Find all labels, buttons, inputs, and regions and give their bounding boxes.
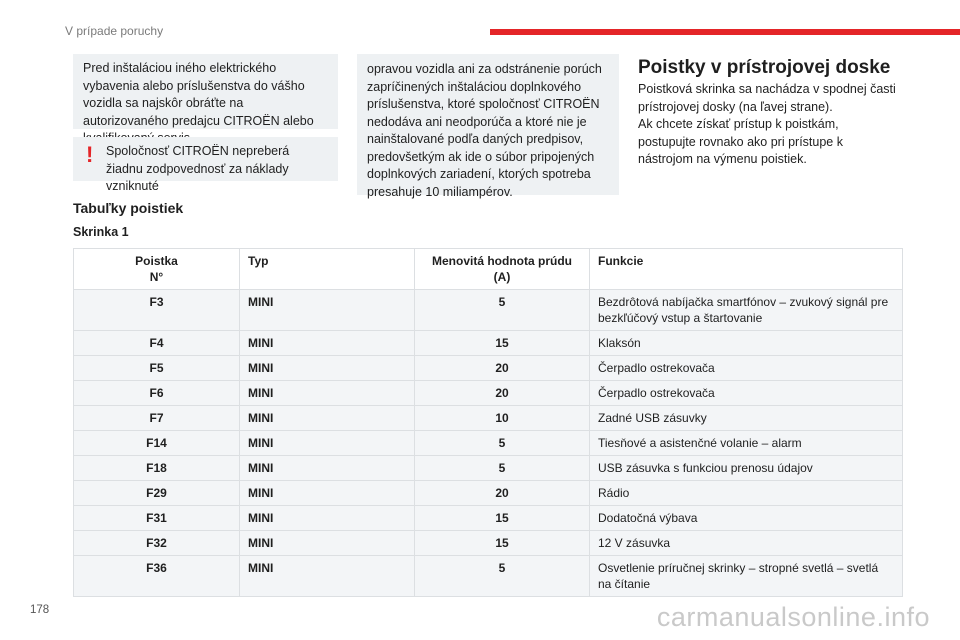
fuse-function: Tiesňové a asistenčné volanie – alarm [590,431,903,456]
fuse-number: F4 [74,331,240,356]
col-header-type: Typ [240,249,415,290]
col-header-rating: Menovitá hodnota prúdu (A) [415,249,590,290]
running-header: V prípade poruchy [65,24,164,38]
section-paragraph: Poistková skrinka sa nachádza v spodnej časti prístrojovej dosky (na ľavej strane). Ak chcete získať prístup k poistkám, postupujte rovnako ako pri prístupe k nástrojom na výmenu poistiek. [638,82,896,166]
fuse-rating: 15 [415,531,590,556]
fuse-rating: 20 [415,381,590,406]
fuse-type: MINI [240,290,415,331]
fuse-rating: 15 [415,506,590,531]
table-row [74,556,903,597]
table-row [74,506,903,531]
table-row [74,431,903,456]
table-row [74,331,903,356]
fuse-function: Zadné USB zásuvky [590,406,903,431]
fuse-type: MINI [240,556,415,597]
fuse-number: F6 [74,381,240,406]
col-header-fuse: Poistka N° [74,249,240,290]
fuse-type: MINI [240,331,415,356]
fuse-rating: 10 [415,406,590,431]
fuse-number: F29 [74,481,240,506]
section-title: Poistky v prístrojovej doske [638,57,891,78]
fuse-type: MINI [240,356,415,381]
table-row [74,481,903,506]
fuse-rating: 15 [415,331,590,356]
fuse-function: Rádio [590,481,903,506]
warning-box-continued [357,54,619,199]
warning-text-continued: opravou vozidla ani za odstránenie porúch zapríčinených inštaláciou doplnkového príslušenstva, ktoré spoločnosť CITROËN nedodáva ani neodporúča a ktoré nie je nainštalované podľa daných predpisov, predovšetkým ak ide o súbor pripojených doplnkových zariadení, ktorých spotreba presahuje 10 miliampérov. [367,62,602,199]
warning-icon: ! [86,142,94,167]
fuse-type: MINI [240,531,415,556]
table-row [74,531,903,556]
fuse-type: MINI [240,431,415,456]
fuse-table [73,248,903,597]
fuse-function: Dodatočná výbava [590,506,903,531]
fuse-function: Klaksón [590,331,903,356]
fuse-rating: 20 [415,356,590,381]
fuse-number: F32 [74,531,240,556]
warning-text: Spoločnosť CITROËN nepreberá žiadnu zodpovednosť za náklady vzniknuté [106,144,290,193]
fuse-number: F7 [74,406,240,431]
fuse-number: F14 [74,431,240,456]
note-text: Pred inštaláciou iného elektrického vybavenia alebo príslušenstva do vášho vozidla sa najskôr obráťte na autorizovaného predajcu CITROËN alebo [83,61,314,128]
watermark: carmanualsonline.info [656,602,930,632]
fuse-function: USB zásuvka s funkciou prenosu údajov [590,456,903,481]
fuse-rating: 5 [415,431,590,456]
fuse-type: MINI [240,406,415,431]
fuse-rating: 5 [415,456,590,481]
fuse-number: F31 [74,506,240,531]
note-box-info [73,54,338,129]
fuse-number: F5 [74,356,240,381]
fuse-type: MINI [240,506,415,531]
fuse-function: Bezdrôtová nabíjačka smartfónov – zvukový signál pre bezkľúčový vstup a štartovanie [590,290,903,331]
fuse-rating: 5 [415,290,590,331]
fuse-function: Čerpadlo ostrekovača [590,356,903,381]
fuse-number: F36 [74,556,240,597]
fuse-function: Čerpadlo ostrekovača [590,381,903,406]
header-accent-bar [490,29,960,35]
warning-box [73,137,338,193]
table-row [74,381,903,406]
page-number: 178 [30,604,50,616]
table-row [74,456,903,481]
table-row [74,356,903,381]
fuse-function: 12 V zásuvka [590,531,903,556]
fuse-type: MINI [240,456,415,481]
fuse-number: F3 [74,290,240,331]
fuse-rating: 5 [415,556,590,597]
col-header-function: Funkcie [590,249,903,290]
fuse-function: Osvetlenie príručnej skrinky – stropné svetlá – svetlá na čítanie [590,556,903,597]
fuse-rating: 20 [415,481,590,506]
tables-heading: Tabuľky poistiek [73,200,184,216]
fuse-type: MINI [240,481,415,506]
fuse-type: MINI [240,381,415,406]
box-heading: Skrinka 1 [73,225,129,239]
table-row [74,290,903,331]
table-row [74,406,903,431]
table-header-row [74,249,903,290]
fuse-number: F18 [74,456,240,481]
